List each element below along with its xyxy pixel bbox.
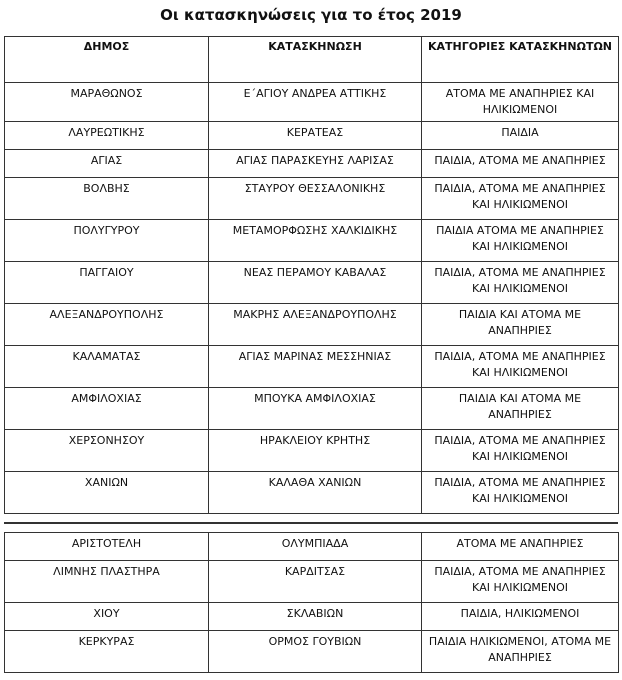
cell-camp: ΝΕΑΣ ΠΕΡΑΜΟΥ ΚΑΒΑΛΑΣ xyxy=(209,262,422,304)
table-row xyxy=(5,220,619,262)
cell-categories: ΑΤΟΜΑ ΜΕ ΑΝΑΠΗΡΙΕΣ xyxy=(422,533,619,561)
cell-camp: Ε΄ΑΓΙΟΥ ΑΝΔΡΕΑ ΑΤΤΙΚΗΣ xyxy=(209,83,422,122)
cell-municipality: ΚΑΛΑΜΑΤΑΣ xyxy=(5,346,209,388)
table-row xyxy=(5,150,619,178)
cell-municipality: ΑΓΙΑΣ xyxy=(5,150,209,178)
table-row xyxy=(5,472,619,514)
cell-categories: ΠΑΙΔΙΑ, ΑΤΟΜΑ ΜΕ ΑΝΑΠΗΡΙΕΣ ΚΑΙ ΗΛΙΚΙΩΜΕΝΟΙ xyxy=(422,430,619,472)
table-row xyxy=(5,533,619,561)
cell-camp: ΟΛΥΜΠΙΑΔΑ xyxy=(209,533,422,561)
cell-camp: ΟΡΜΟΣ ΓΟΥΒΙΩΝ xyxy=(209,631,422,673)
camps-table-secondary xyxy=(4,532,619,673)
cell-categories: ΠΑΙΔΙΑ ΑΤΟΜΑ ΜΕ ΑΝΑΠΗΡΙΕΣ ΚΑΙ ΗΛΙΚΙΩΜΕΝΟΙ xyxy=(422,220,619,262)
cell-municipality: ΜΑΡΑΘΩΝΟΣ xyxy=(5,83,209,122)
cell-municipality: ΑΡΙΣΤΟΤΕΛΗ xyxy=(5,533,209,561)
cell-camp: ΗΡΑΚΛΕΙΟΥ ΚΡΗΤΗΣ xyxy=(209,430,422,472)
cell-municipality: ΒΟΛΒΗΣ xyxy=(5,178,209,220)
cell-categories: ΠΑΙΔΙΑ ΚΑΙ ΑΤΟΜΑ ΜΕ ΑΝΑΠΗΡΙΕΣ xyxy=(422,388,619,430)
table-row xyxy=(5,346,619,388)
table-divider xyxy=(4,522,618,524)
cell-municipality: ΚΕΡΚΥΡΑΣ xyxy=(5,631,209,673)
header-camp: ΚΑΤΑΣΚΗΝΩΣΗ xyxy=(209,37,422,83)
cell-categories: ΑΤΟΜΑ ΜΕ ΑΝΑΠΗΡΙΕΣ ΚΑΙ ΗΛΙΚΙΩΜΕΝΟΙ xyxy=(422,83,619,122)
cell-municipality: ΑΜΦΙΛΟΧΙΑΣ xyxy=(5,388,209,430)
table-row xyxy=(5,603,619,631)
cell-camp: ΑΓΙΑΣ ΜΑΡΙΝΑΣ ΜΕΣΣΗΝΙΑΣ xyxy=(209,346,422,388)
table-row xyxy=(5,631,619,673)
cell-camp: ΣΤΑΥΡΟΥ ΘΕΣΣΑΛΟΝΙΚΗΣ xyxy=(209,178,422,220)
cell-camp: ΚΑΛΑΘΑ ΧΑΝΙΩΝ xyxy=(209,472,422,514)
cell-camp: ΜΠΟΥΚΑ ΑΜΦΙΛΟΧΙΑΣ xyxy=(209,388,422,430)
header-municipality: ΔΗΜΟΣ xyxy=(5,37,209,83)
cell-municipality: ΛΑΥΡΕΩΤΙΚΗΣ xyxy=(5,122,209,150)
table-row xyxy=(5,430,619,472)
cell-categories: ΠΑΙΔΙΑ, ΑΤΟΜΑ ΜΕ ΑΝΑΠΗΡΙΕΣ ΚΑΙ ΗΛΙΚΙΩΜΕΝΟΙ xyxy=(422,178,619,220)
table-row xyxy=(5,561,619,603)
cell-categories: ΠΑΙΔΙΑ, ΑΤΟΜΑ ΜΕ ΑΝΑΠΗΡΙΕΣ ΚΑΙ ΗΛΙΚΙΩΜΕΝΟΙ xyxy=(422,561,619,603)
header-categories: ΚΑΤΗΓΟΡΙΕΣ ΚΑΤΑΣΚΗΝΩΤΩΝ xyxy=(422,37,619,83)
camps-table xyxy=(4,36,619,514)
cell-municipality: ΧΕΡΣΟΝΗΣΟΥ xyxy=(5,430,209,472)
table-row xyxy=(5,178,619,220)
cell-municipality: ΠΟΛΥΓΥΡΟΥ xyxy=(5,220,209,262)
table-row xyxy=(5,304,619,346)
table-row xyxy=(5,388,619,430)
page-title: Οι κατασκηνώσεις για το έτος 2019 xyxy=(160,6,462,24)
cell-categories: ΠΑΙΔΙΑ ΗΛΙΚΙΩΜΕΝΟΙ, ΑΤΟΜΑ ΜΕ ΑΝΑΠΗΡΙΕΣ xyxy=(422,631,619,673)
cell-categories: ΠΑΙΔΙΑ xyxy=(422,122,619,150)
cell-municipality: ΠΑΓΓΑΙΟΥ xyxy=(5,262,209,304)
cell-camp: ΚΑΡΔΙΤΣΑΣ xyxy=(209,561,422,603)
cell-categories: ΠΑΙΔΙΑ, ΑΤΟΜΑ ΜΕ ΑΝΑΠΗΡΙΕΣ ΚΑΙ ΗΛΙΚΙΩΜΕΝΟΙ xyxy=(422,472,619,514)
table-row xyxy=(5,262,619,304)
cell-camp: ΜΕΤΑΜΟΡΦΩΣΗΣ ΧΑΛΚΙΔΙΚΗΣ xyxy=(209,220,422,262)
cell-municipality: ΑΛΕΞΑΝΔΡΟΥΠΟΛΗΣ xyxy=(5,304,209,346)
table-row xyxy=(5,122,619,150)
table-header-row xyxy=(5,37,619,83)
cell-municipality: ΧΑΝΙΩΝ xyxy=(5,472,209,514)
cell-camp: ΚΕΡΑΤΕΑΣ xyxy=(209,122,422,150)
cell-categories: ΠΑΙΔΙΑ, ΑΤΟΜΑ ΜΕ ΑΝΑΠΗΡΙΕΣ xyxy=(422,150,619,178)
cell-categories: ΠΑΙΔΙΑ ΚΑΙ ΑΤΟΜΑ ΜΕ ΑΝΑΠΗΡΙΕΣ xyxy=(422,304,619,346)
cell-categories: ΠΑΙΔΙΑ, ΗΛΙΚΙΩΜΕΝΟΙ xyxy=(422,603,619,631)
cell-municipality: ΛΙΜΝΗΣ ΠΛΑΣΤΗΡΑ xyxy=(5,561,209,603)
cell-camp: ΣΚΛΑΒΙΩΝ xyxy=(209,603,422,631)
table-row xyxy=(5,83,619,122)
cell-camp: ΑΓΙΑΣ ΠΑΡΑΣΚΕΥΗΣ ΛΑΡΙΣΑΣ xyxy=(209,150,422,178)
cell-categories: ΠΑΙΔΙΑ, ΑΤΟΜΑ ΜΕ ΑΝΑΠΗΡΙΕΣ ΚΑΙ ΗΛΙΚΙΩΜΕΝΟΙ xyxy=(422,262,619,304)
cell-camp: ΜΑΚΡΗΣ ΑΛΕΞΑΝΔΡΟΥΠΟΛΗΣ xyxy=(209,304,422,346)
cell-municipality: ΧΙΟΥ xyxy=(5,603,209,631)
cell-categories: ΠΑΙΔΙΑ, ΑΤΟΜΑ ΜΕ ΑΝΑΠΗΡΙΕΣ ΚΑΙ ΗΛΙΚΙΩΜΕΝΟΙ xyxy=(422,346,619,388)
